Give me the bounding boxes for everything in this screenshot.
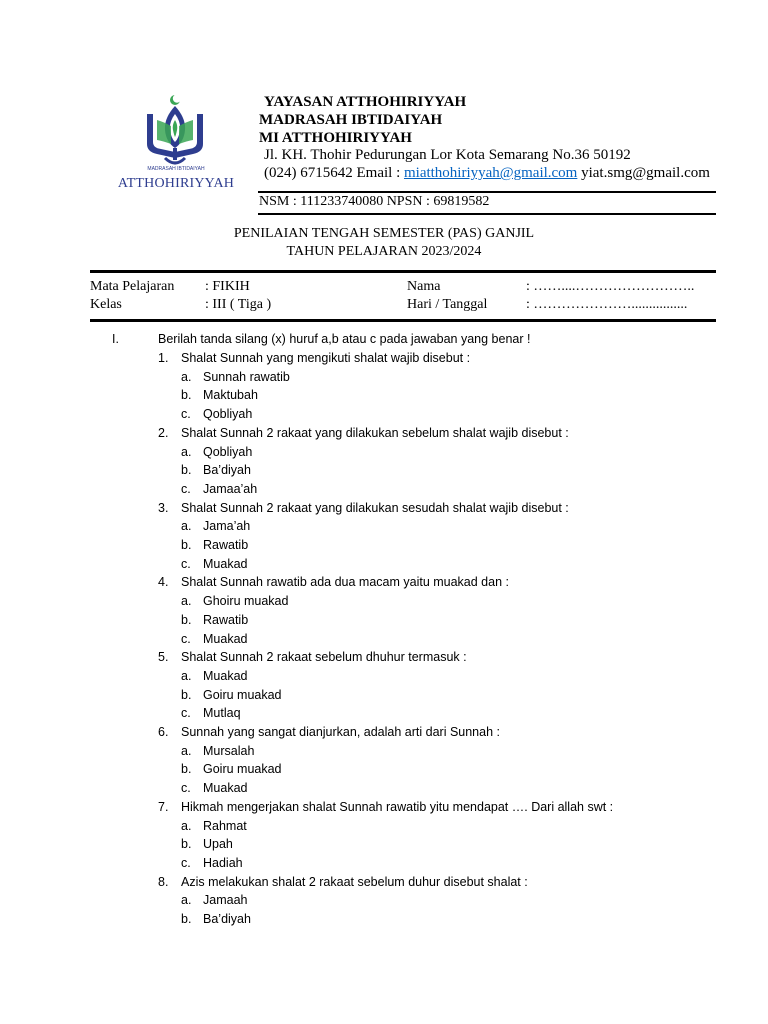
option-letter: b. [181,612,192,627]
header-divider-top [258,191,716,193]
question-number: 8. [158,874,169,889]
option-letter: c. [181,556,191,571]
exam-year: TAHUN PELAJARAN 2023/2024 [286,244,482,259]
question-number: 5. [158,650,169,665]
section-number: I. [112,332,119,346]
option-letter: c. [181,631,191,646]
logo-text: ATTHOHIRIYYAH [117,176,235,191]
nsm-npsn: NSM : 111233740080 NPSN : 69819582 [259,194,490,209]
class-value: : III ( Tiga ) [205,297,272,312]
question-number: 3. [158,500,169,515]
org-name-school: MI ATTHOHIRIYYAH [259,130,412,146]
option-text: Jamaa’ah [203,481,258,496]
subject-value: : FIKIH [205,279,250,294]
contact-line [264,165,710,182]
question-text: Shalat Sunnah yang mengikuti shalat wajib disebut : [181,351,471,365]
option-text: Muakad [203,631,248,646]
section-instruction: Berilah tanda silang (x) huruf a,b atau c pada jawaban yang benar ! [158,332,531,346]
option-text: Muakad [203,668,248,683]
option-text: Maktubah [203,388,258,403]
option-text: Sunnah rawatib [203,369,290,384]
date-label: Hari / Tanggal [407,297,488,312]
option-letter: a. [181,519,192,534]
option-letter: a. [181,893,192,908]
option-letter: b. [181,538,192,552]
option-letter: c. [181,407,191,422]
option-text: Goiru muakad [203,687,282,702]
question-text: Shalat Sunnah 2 rakaat yang dilakukan sesudah shalat wajib disebut : [181,500,569,515]
option-text: Jamaah [203,893,248,908]
question-text: Shalat Sunnah 2 rakaat sebelum dhuhur termasuk : [181,650,467,665]
org-name-foundation: YAYASAN ATTHOHIRIYYAH [264,94,467,110]
option-letter: c. [181,855,191,870]
option-letter: c. [181,781,191,796]
school-address: Jl. KH. Thohir Pedurungan Lor Kota Semarang No.36 50192 [264,147,631,163]
student-name-label: Nama [407,279,441,294]
option-letter: a. [181,594,192,609]
option-text: Upah [203,837,233,852]
option-text: Rahmat [203,818,247,833]
option-letter: b. [181,463,192,478]
question-number: 1. [158,351,169,365]
option-text: Qobliyah [203,444,253,459]
option-letter: b. [181,687,192,702]
option-letter: b. [181,762,192,777]
option-letter: a. [181,818,192,833]
question-number: 6. [158,725,169,739]
subject-label: Mata Pelajaran [90,279,175,294]
option-text: Rawatib [203,538,249,552]
option-text: Goiru muakad [203,762,282,777]
email-link[interactable]: miatthohiriyyah@gmail.com [403,165,578,181]
option-text: Hadiah [203,855,243,870]
option-text: Ghoiru muakad [203,594,289,609]
option-text: Muakad [203,781,248,796]
question-text: Shalat Sunnah rawatib ada dua macam yaitu muakad dan : [181,575,509,590]
option-text: Ba’diyah [203,463,251,478]
question-number: 7. [158,799,169,814]
question-number: 2. [158,425,169,440]
header-divider-bottom [258,213,716,215]
option-text: Jama’ah [203,519,251,534]
option-letter: b. [181,388,192,403]
class-label: Kelas [90,297,122,312]
option-letter: a. [181,444,192,459]
option-text: Muakad [203,556,248,571]
option-letter: a. [181,743,192,758]
student-name-field: : ……....…………………….. [526,279,695,294]
question-text: Hikmah mengerjakan shalat Sunnah rawatib yitu mendapat …. Dari allah swt : [181,799,614,814]
option-letter: a. [181,369,192,384]
option-text: Mursalah [203,743,255,758]
letterhead [259,92,739,222]
option-text: Ba’diyah [203,912,251,926]
option-letter: a. [181,668,192,683]
question-text: Shalat Sunnah 2 rakaat yang dilakukan sebelum shalat wajib disebut : [181,425,569,440]
org-name-madrasah: MADRASAH IBTIDAIYAH [259,112,443,128]
option-text: Rawatib [203,612,249,627]
info-divider-bottom [90,319,716,322]
option-text: Mutlaq [203,706,241,721]
option-letter: b. [181,912,192,926]
logo-small-text: MADRASAH IBTIDAIYAH [147,166,205,172]
option-letter: c. [181,481,191,496]
info-divider-top [90,270,716,273]
option-text: Qobliyah [203,407,253,422]
question-text: Sunnah yang sangat dianjurkan, adalah arti dari Sunnah : [181,725,500,739]
date-field: : …………………................ [526,297,688,312]
question-number: 4. [158,575,169,590]
exam-title: PENILAIAN TENGAH SEMESTER (PAS) GANJIL [233,226,535,241]
question-text: Azis melakukan shalat 2 rakaat sebelum duhur disebut shalat : [181,874,528,889]
phone-text: (024) 6715642 Email : [264,165,404,181]
school-logo [117,92,235,200]
option-letter: b. [181,837,192,852]
email-secondary: yiat.smg@gmail.com [577,165,710,181]
option-letter: c. [181,706,191,721]
